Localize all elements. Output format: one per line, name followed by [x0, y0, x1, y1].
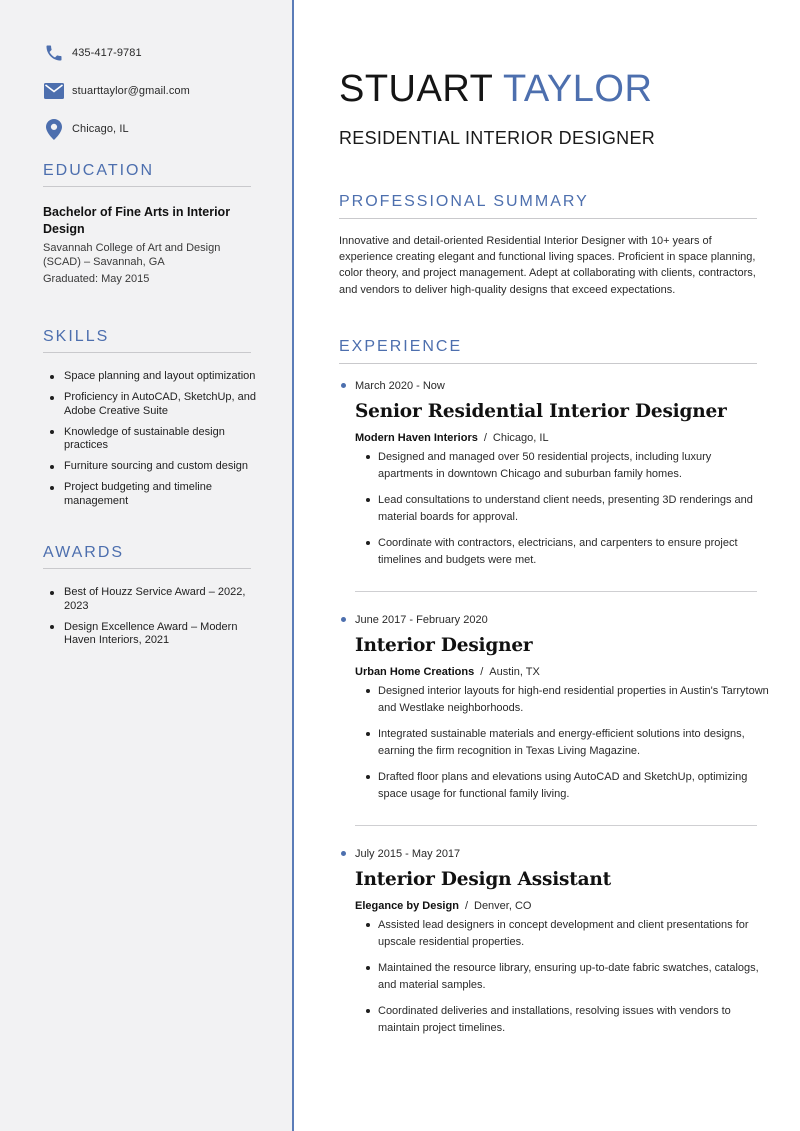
phone-text: 435-417-9781	[72, 47, 142, 59]
job-dates: March 2020 - Now	[339, 379, 769, 393]
job-location: Chicago, IL	[492, 432, 549, 444]
skill-item: Project budgeting and timeline management	[43, 481, 268, 508]
skill-item: Proficiency in AutoCAD, SketchUp, and Adobe Creative Suite	[43, 391, 268, 418]
first-name: STUART	[339, 68, 493, 110]
divider	[355, 825, 757, 826]
job-role: Senior Residential Interior Designer	[355, 401, 727, 422]
education-graduated: Graduated: May 2015	[43, 273, 150, 285]
job-bullet: Maintained the resource library, ensuring up-to-date fabric swatches, catalogs, and material samples.	[355, 960, 769, 993]
job-role: Interior Design Assistant	[355, 869, 611, 890]
job-bullets	[355, 683, 769, 802]
contact-phone[interactable]	[43, 42, 142, 64]
job-location: Austin, TX	[489, 666, 540, 678]
job-title: RESIDENTIAL INTERIOR DESIGNER	[339, 128, 656, 148]
map-pin-icon	[43, 118, 65, 140]
experience-heading: EXPERIENCE	[339, 338, 757, 364]
sidebar	[0, 0, 294, 1131]
summary-text: Innovative and detail-oriented Residential Interior Designer with 10+ years of experience creating elegant and functional living spaces. Proficient in space planning, color theory, and project management. Adept at collaborating with clients, contractors, and vendors to deliver high-quality designs that exceed expectations.	[339, 235, 756, 296]
job-dates: June 2017 - February 2020	[339, 613, 769, 627]
last-name: TAYLOR	[503, 68, 653, 110]
skill-item: Furniture sourcing and custom design	[43, 460, 268, 474]
contact-email[interactable]	[43, 80, 190, 102]
summary-heading: PROFESSIONAL SUMMARY	[339, 193, 757, 219]
contact-location	[43, 118, 129, 140]
skills-list	[43, 370, 268, 516]
award-item: Best of Houzz Service Award – 2022, 2023	[43, 586, 268, 613]
location-text: Chicago, IL	[72, 123, 129, 135]
job-company-line	[355, 665, 769, 679]
main-content	[296, 0, 800, 1131]
separator: /	[480, 666, 484, 678]
job-company-line	[355, 899, 769, 913]
separator: /	[464, 900, 468, 912]
phone-icon	[43, 42, 65, 64]
experience-entry	[339, 847, 769, 1046]
experience-entry	[339, 379, 769, 578]
divider	[355, 591, 757, 592]
job-role: Interior Designer	[355, 635, 533, 656]
job-bullet: Assisted lead designers in concept development and client presentations for upscale residential properties.	[355, 917, 769, 950]
job-bullets	[355, 449, 769, 568]
education-school: Savannah College of Art and Design (SCAD) – Savannah, GA	[43, 242, 221, 268]
email-text: stuarttaylor@gmail.com	[72, 85, 190, 97]
education-heading: EDUCATION	[43, 162, 251, 187]
envelope-icon	[43, 80, 65, 102]
job-bullet: Designed and managed over 50 residential projects, including luxury apartments in downtown Chicago and suburban family homes.	[355, 449, 769, 482]
education-degree: Bachelor of Fine Arts in Interior Design	[43, 205, 231, 236]
awards-list	[43, 586, 268, 655]
job-bullet: Designed interior layouts for high-end residential properties in Austin's Tarrytown and Westlake neighborhoods.	[355, 683, 769, 716]
job-bullets	[355, 917, 769, 1036]
skill-item: Space planning and layout optimization	[43, 370, 268, 384]
candidate-name	[339, 66, 652, 112]
separator: /	[483, 432, 487, 444]
experience-entry	[339, 613, 769, 812]
job-bullet: Coordinated deliveries and installations, resolving issues with vendors to maintain project timelines.	[355, 1003, 769, 1036]
job-company: Modern Haven Interiors	[355, 432, 478, 444]
job-bullet: Integrated sustainable materials and energy-efficient solutions into designs, earning the firm recognition in Texas Living Magazine.	[355, 726, 769, 759]
job-company: Urban Home Creations	[355, 666, 475, 678]
job-dates: July 2015 - May 2017	[339, 847, 769, 861]
skill-item: Knowledge of sustainable design practices	[43, 426, 268, 453]
awards-heading: AWARDS	[43, 544, 251, 569]
job-location: Denver, CO	[474, 900, 532, 912]
job-bullet: Coordinate with contractors, electricians, and carpenters to ensure project timelines and budgets were met.	[355, 535, 769, 568]
job-company: Elegance by Design	[355, 900, 459, 912]
job-company-line	[355, 431, 769, 445]
award-item: Design Excellence Award – Modern Haven Interiors, 2021	[43, 621, 268, 648]
skills-heading: SKILLS	[43, 328, 251, 353]
job-bullet: Lead consultations to understand client needs, presenting 3D renderings and material boards for approval.	[355, 492, 769, 525]
job-bullet: Drafted floor plans and elevations using AutoCAD and SketchUp, optimizing space usage for functional family living.	[355, 769, 769, 802]
